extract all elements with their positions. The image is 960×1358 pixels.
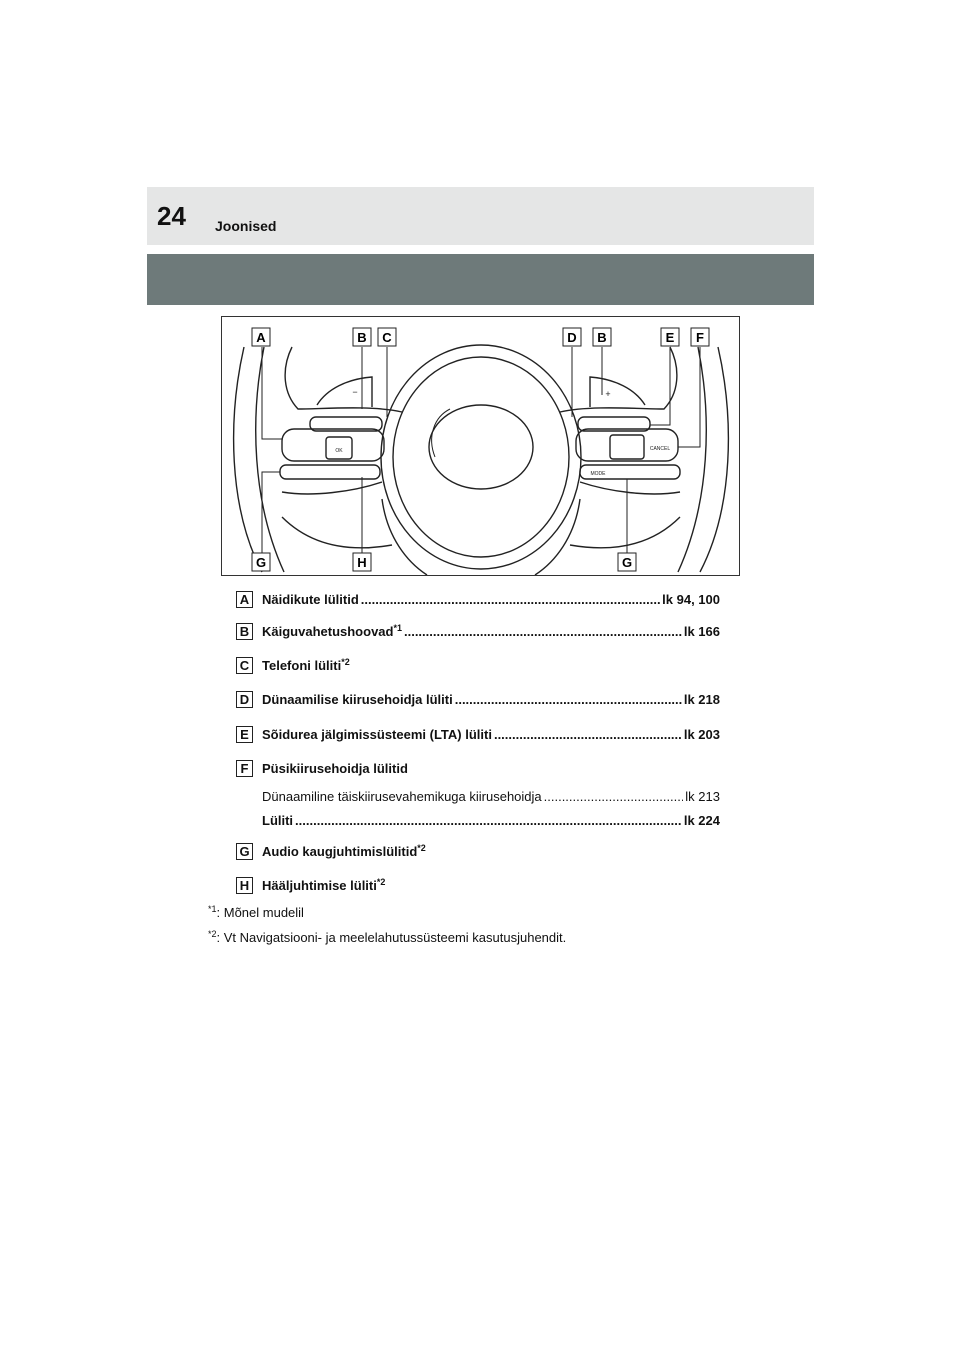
callout-b-right [593,328,611,346]
legend-ref: lk 166 [683,624,720,639]
callout-e [661,328,679,346]
svg-text:B: B [357,330,367,345]
legend-ref: lk 203 [683,727,720,742]
legend-badge: D [236,691,253,708]
svg-text:A: A [256,330,266,345]
callout-g [252,553,270,571]
legend-name: Püsikiirusehoidja lülitid [262,761,408,776]
footnote-mark: *2 [417,844,426,853]
footnote-mark: *2 [376,878,386,887]
svg-text:E: E [665,330,675,345]
paddle-plus-label: + [605,389,611,399]
mode-button-label: MODE [590,471,606,477]
legend-item-d [236,691,720,711]
sub-item-dynamic-cruise [262,789,720,807]
ok-button-label: OK [335,448,343,454]
footnote-1 [208,905,304,920]
legend-name: Sõidurea jälgimissüsteemi (LTA) lüliti [262,727,492,742]
footnote-text: : Vt Navigatsiooni- ja meelelahutussüsteemi kasutusjuhendit. [216,930,567,945]
legend-item-g [236,843,720,863]
legend-badge: B [236,623,253,640]
legend-ref: lk 218 [683,692,720,707]
svg-text:D: D [567,330,577,345]
steering-wheel-illustration [222,317,740,576]
footnote-mark: *2 [208,929,217,939]
legend-badge: E [236,726,253,743]
legend-name: Audio kaugjuhtimislülitid [262,844,418,859]
svg-text:B: B [597,330,607,345]
legend-badge: C [236,657,253,674]
callout-g-right [618,553,636,571]
legend-name: Hääljuhtimise lüliti [262,878,377,893]
footnote-mark: *1 [393,624,402,633]
sub-item-ref: lk 224 [683,813,720,828]
legend-badge: G [236,843,253,860]
legend-item-f [236,760,720,780]
legend-name: Telefoni lüliti [262,658,342,673]
section-title: Joonised [215,218,277,234]
legend-item-c [236,657,720,677]
callout-c [378,328,396,346]
legend-badge: F [236,760,253,777]
legend-item-b [236,623,720,643]
legend-name: Käiguvahetushoovad [262,624,394,639]
page-number: 24 [157,201,186,231]
sub-item-switch [262,813,720,831]
svg-text:G: G [255,555,267,570]
callout-h [353,553,371,571]
legend-badge: A [236,591,253,608]
callout-a [252,328,270,346]
footnote-mark: *1 [208,904,217,914]
svg-text:H: H [357,555,367,570]
legend-ref: lk 94, 100 [662,592,720,607]
steering-wheel-figure [221,316,740,576]
legend-item-a [236,591,720,611]
callout-f [691,328,709,346]
footnote-text: : Mõnel mudelil [216,905,304,920]
page-header [147,187,814,245]
legend-badge: H [236,877,253,894]
svg-text:C: C [382,330,392,345]
svg-text:G: G [621,555,633,570]
footnote-2 [208,930,566,945]
sub-item-name: Dünaamiline täiskiirusevahemikuga kiirusehoidja [262,789,542,804]
svg-text:F: F [696,330,704,345]
footnote-mark: *2 [341,658,350,667]
callout-d [563,328,581,346]
legend-item-h [236,877,720,897]
cancel-button-label: CANCEL [649,446,671,452]
legend-name: Näidikute lülitid [262,592,359,607]
sub-item-ref: lk 213 [685,789,720,804]
paddle-minus-label: − [352,387,358,397]
legend-name: Dünaamilise kiirusehoidja lüliti [262,692,453,707]
legend-item-e [236,726,720,746]
sub-item-name: Lüliti [262,813,294,828]
callout-b [353,328,371,346]
section-band [147,254,814,305]
